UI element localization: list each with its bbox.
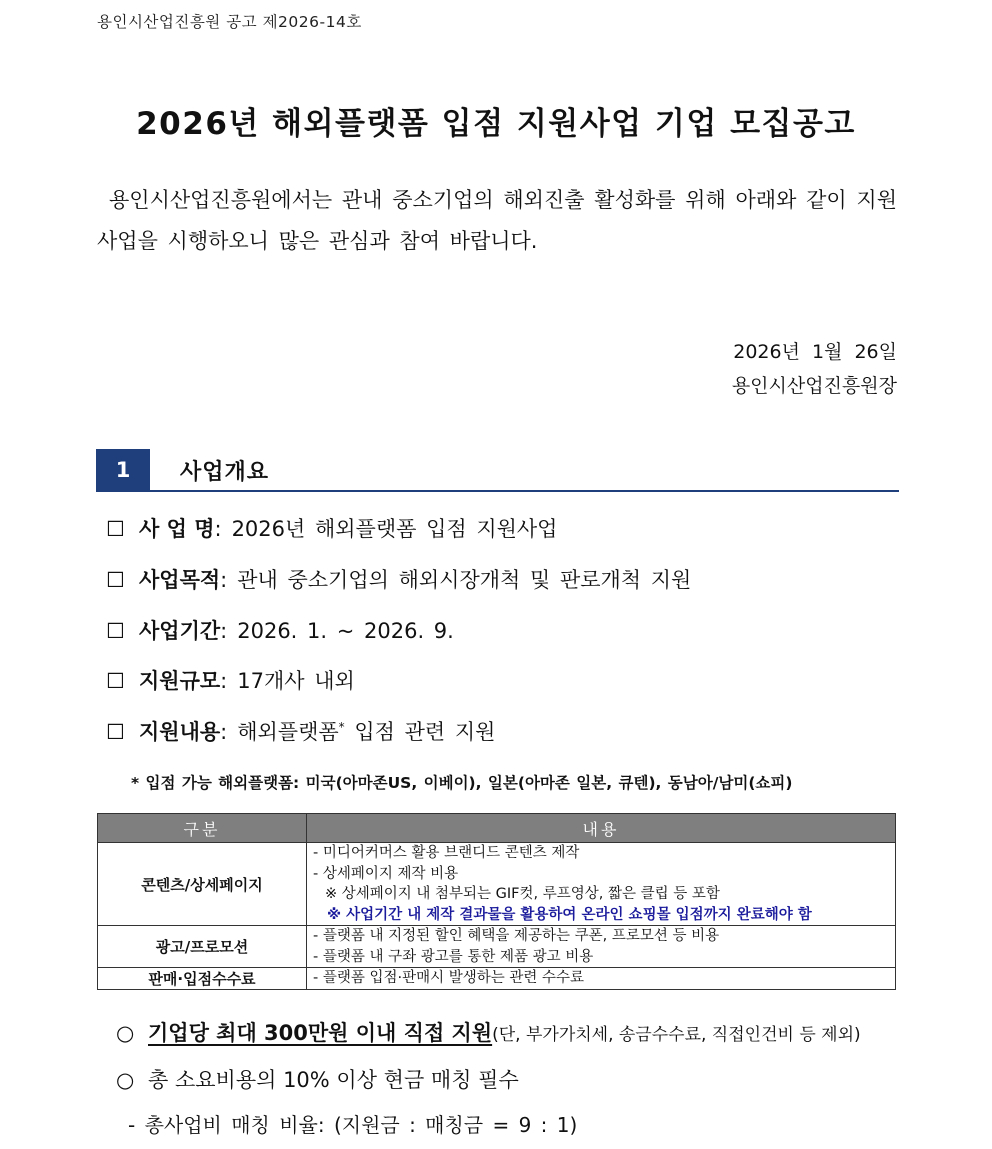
item-value-main: 해외플랫폼 (237, 720, 339, 744)
platform-note: * 입점 가능 해외플랫폼: 미국(아마존US, 이베이), 일본(아마존 일본, 큐텐), 동남아/남미(쇼피) (131, 774, 793, 792)
checkbox-icon: ☐ (106, 517, 125, 541)
support-table (97, 813, 896, 990)
matching-bullet (116, 1064, 519, 1094)
table-header-category: 구분 (98, 814, 307, 843)
table-header-content: 내용 (307, 814, 896, 843)
overview-item-name (106, 513, 557, 543)
content-note-highlight: ※ 사업기간 내 제작 결과물을 활용하여 온라인 쇼핑몰 입점까지 완료해야 함 (327, 906, 812, 923)
notice-number: 용인시산업진흥원 공고 제2026-14호 (97, 13, 362, 31)
section-title: 사업개요 (180, 460, 270, 485)
table-cell-category: 광고/프로모션 (98, 926, 307, 968)
item-label: 사업기간 (139, 619, 221, 643)
section-number-badge: 1 (96, 449, 150, 490)
issuer-name: 용인시산업진흥원장 (731, 375, 897, 397)
item-separator: : (214, 517, 222, 541)
section-divider (96, 490, 899, 492)
overview-item-content (106, 716, 495, 746)
checkbox-icon: ☐ (106, 669, 125, 693)
intro-paragraph: 용인시산업진흥원에서는 관내 중소기업의 해외진출 활성화를 위해 아래와 같이 지원사업을 시행하오니 많은 관심과 참여 바랍니다. (97, 188, 897, 253)
matching-ratio: - 총사업비 매칭 비율: (지원금 : 매칭금 = 9 : 1) (128, 1113, 578, 1137)
table-cell-content (307, 843, 896, 926)
item-value: 17개사 내외 (237, 669, 355, 693)
support-limit-note: (단, 부가가치세, 송금수수료, 직접인건비 등 제외) (492, 1025, 861, 1045)
issue-date: 2026년 1월 26일 (733, 341, 897, 363)
circle-bullet-icon: ○ (116, 1021, 135, 1045)
page-title: 2026년 해외플랫폼 입점 지원사업 기업 모집공고 (136, 106, 856, 142)
footnote-marker: * (338, 720, 345, 734)
item-separator: : (220, 720, 228, 744)
item-label: 지원규모 (139, 669, 221, 693)
checkbox-icon: ☐ (106, 720, 125, 744)
support-limit-text: 기업당 최대 300만원 이내 직접 지원 (148, 1021, 493, 1045)
content-line: - 미디어커머스 활용 브랜디드 콘텐츠 제작 (313, 845, 580, 861)
item-separator: : (220, 669, 228, 693)
item-value (237, 720, 495, 744)
table-cell-category: 콘텐츠/상세페이지 (98, 843, 307, 926)
item-separator: : (220, 619, 228, 643)
overview-item-period (106, 615, 454, 645)
content-line: - 플랫폼 입점·판매시 발생하는 관련 수수료 (313, 970, 585, 987)
content-line: - 플랫폼 내 지정된 할인 혜택을 제공하는 쿠폰, 프로모션 등 비용 (313, 928, 720, 944)
item-value: 2026년 해외플랫폼 입점 지원사업 (231, 517, 558, 541)
overview-item-purpose (106, 564, 691, 594)
checkbox-icon: ☐ (106, 619, 125, 643)
content-line: - 플랫폼 내 구좌 광고를 통한 제품 광고 비용 (313, 948, 594, 965)
table-cell-content (307, 968, 896, 990)
circle-bullet-icon: ○ (116, 1068, 135, 1092)
table-row (98, 926, 896, 968)
item-value: 2026. 1. ~ 2026. 9. (237, 619, 454, 643)
support-limit-bullet (116, 1017, 861, 1047)
overview-item-scale (106, 665, 355, 695)
item-label: 사 업 명 (139, 517, 215, 541)
item-value: 관내 중소기업의 해외시장개척 및 판로개척 지원 (237, 568, 692, 592)
content-line: - 상세페이지 제작 비용 (313, 865, 459, 882)
matching-text: 총 소요비용의 10% 이상 현금 매칭 필수 (148, 1068, 519, 1092)
item-label: 사업목적 (139, 568, 221, 592)
item-separator: : (220, 568, 228, 592)
table-header-row (98, 814, 896, 843)
checkbox-icon: ☐ (106, 568, 125, 592)
table-row (98, 843, 896, 926)
content-note: ※ 상세페이지 내 첨부되는 GIF컷, 루프영상, 짧은 클립 등 포함 (325, 886, 720, 902)
table-cell-content (307, 926, 896, 968)
item-value-rest: 입점 관련 지원 (344, 720, 496, 744)
table-row (98, 968, 896, 990)
item-label: 지원내용 (139, 720, 221, 744)
table-cell-category: 판매·입점수수료 (98, 968, 307, 990)
